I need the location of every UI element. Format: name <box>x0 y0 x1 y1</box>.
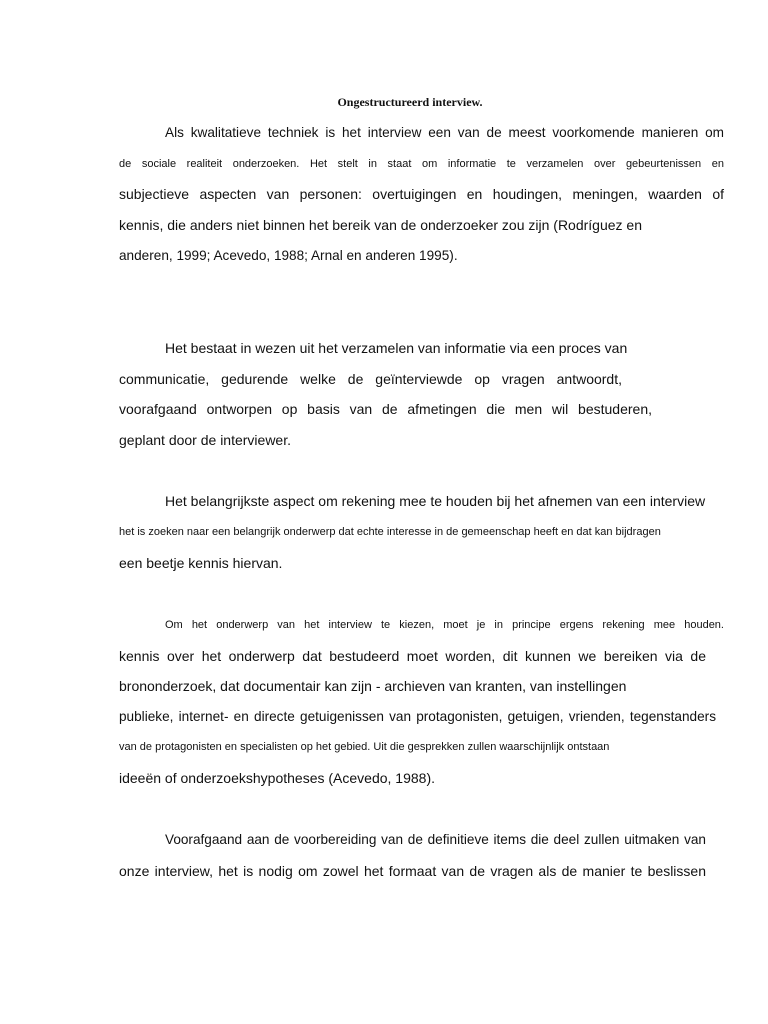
paragraph-1-line-1: Als kwalitatieve techniek is het interview een van de meest voorkomende manieren om <box>165 125 724 140</box>
paragraph-3-line-3: een beetje kennis hiervan. <box>119 555 283 571</box>
paragraph-2-line-4: geplant door de interviewer. <box>119 432 291 448</box>
paragraph-2-line-2: communicatie, gedurende welke de geïnterviewde op vragen antwoordt, <box>119 371 622 387</box>
document-title: Ongestructureerd interview. <box>337 95 483 109</box>
paragraph-5-line-1: Voorafgaand aan de voorbereiding van de definitieve items die deel zullen uitmaken van <box>165 832 706 847</box>
paragraph-1-line-3: subjectieve aspecten van personen: overtuigingen en houdingen, meningen, waarden of <box>119 186 724 202</box>
paragraph-4-line-1: Om het onderwerp van het interview te kiezen, moet je in principe ergens rekening mee houden. <box>165 619 724 631</box>
paragraph-4-line-3: brononderzoek, dat documentair kan zijn - archieven van kranten, van instellingen <box>119 678 627 694</box>
paragraph-4-line-4: publieke, internet- en directe getuigenissen van protagonisten, getuigen, vrienden, tegenstanders <box>119 709 716 724</box>
paragraph-3-line-2: het is zoeken naar een belangrijk onderwerp dat echte interesse in de gemeenschap heeft en dat kan bijdragen <box>119 526 661 538</box>
paragraph-4-line-5: van de protagonisten en specialisten op het gebied. Uit die gesprekken zullen waarschijnlijk ontstaan <box>119 741 610 753</box>
paragraph-1-line-2: de sociale realiteit onderzoeken. Het stelt in staat om informatie te verzamelen over gebeurtenissen en <box>119 158 724 170</box>
paragraph-5-line-2: onze interview, het is nodig om zowel het formaat van de vragen als de manier te beslissen <box>119 863 706 879</box>
paragraph-4-line-6: ideeën of onderzoekshypotheses (Acevedo, 1988). <box>119 770 435 786</box>
paragraph-1-line-4: kennis, die anders niet binnen het bereik van de onderzoeker zou zijn (Rodríguez en <box>119 217 642 233</box>
paragraph-2-line-3: voorafgaand ontworpen op basis van de afmetingen die men wil bestuderen, <box>119 401 652 417</box>
paragraph-4-line-2: kennis over het onderwerp dat bestudeerd moet worden, dit kunnen we bereiken via de <box>119 648 706 664</box>
paragraph-2-line-1: Het bestaat in wezen uit het verzamelen van informatie via een proces van <box>165 340 628 356</box>
paragraph-1-line-5: anderen, 1999; Acevedo, 1988; Arnal en anderen 1995). <box>119 248 458 263</box>
paragraph-3-line-1: Het belangrijkste aspect om rekening mee te houden bij het afnemen van een interview <box>165 493 706 509</box>
